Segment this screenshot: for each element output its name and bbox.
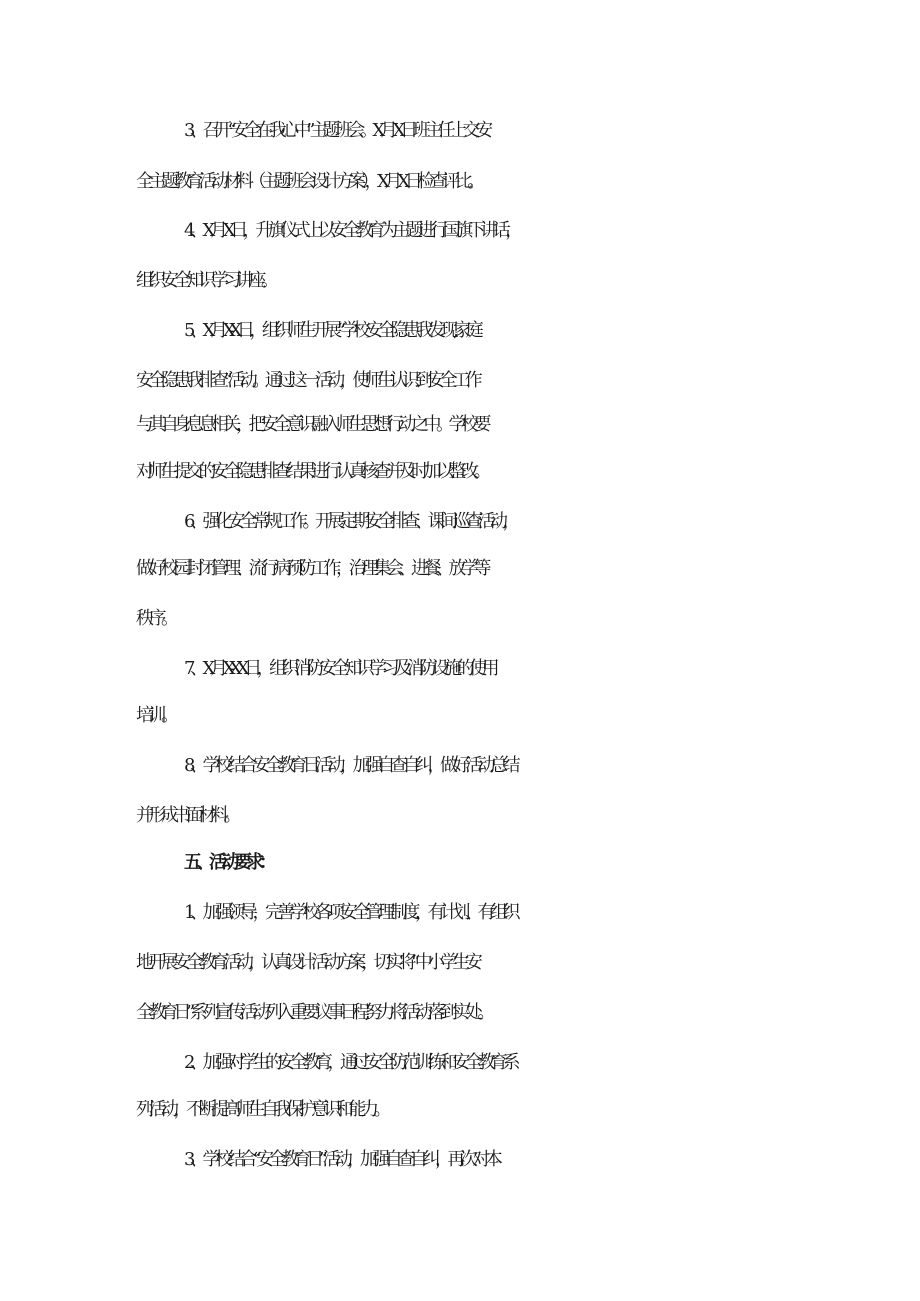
text-line: 安全隐患我排查”活动。通过这一活动，使师生认识到安全工作 xyxy=(136,370,478,391)
text-line: 与其自身息息相关，把安全意识融入师生思想行动之中。学校要 xyxy=(136,414,486,435)
text-line: 对师生提交的安全隐患排查结果进行认真核查并及时加以整改。 xyxy=(136,461,486,482)
text-line: 并形成书面材料。 xyxy=(136,805,236,826)
text-line: 组织安全知识学习讲座。 xyxy=(136,270,274,291)
text-line: 8、学校结合安全教育日活动，加强自查自纠，做好活动总结 xyxy=(184,755,515,776)
text-line: 3、学校结合“安全教育日”活动，加强自查自纠，再次对本 xyxy=(184,1149,498,1170)
text-line: 2、加强对学生的安全教育，通过安全防范训练和安全教育系 xyxy=(184,1052,515,1073)
text-line: 1、加强领导，完善学校各项安全管理制度，有计划、有组织 xyxy=(184,902,515,923)
text-line: 秩序。 xyxy=(136,608,174,629)
text-line: 全教育日”系列宣传活动列入重要议事日程,努力将活动落到实处。 xyxy=(136,1002,490,1023)
text-line: 5、X 月 X-X 日，组织师生开展“学校安全隐患我发现,家庭 xyxy=(184,320,479,341)
text-line: 地开展安全教育活动，认真设计活动方案，切实将“中小学生安 xyxy=(136,952,478,973)
text-line: 培训。 xyxy=(136,705,174,726)
text-line: 3、召开“安全在我心中”主题班会。X 月 X 日班主任上交安 xyxy=(184,120,488,141)
text-line: 列活动，不断提高师生自我保护意识和能力。 xyxy=(136,1099,386,1120)
text-line: 7、X 月 X-XX 日，组织消防安全知识学习及消防设施的使用 xyxy=(184,658,495,679)
text-line: 做好校园封闭管理、流行病预防工作，治理集会、进餐、放学等 xyxy=(136,558,486,579)
text-line: 4、X 月 X 日，升旗仪式上以安全教育为主题进行国旗下讲话， xyxy=(184,220,518,241)
text-line: 6、强化安全常规工作。开展定期安全排查、课间巡查活动， xyxy=(184,511,515,532)
text-line: 全主题教育活动材料（主题班会设计方案），X 月 X 日检查评比。 xyxy=(136,171,480,192)
section-heading: 五、活动要求： xyxy=(184,852,272,873)
